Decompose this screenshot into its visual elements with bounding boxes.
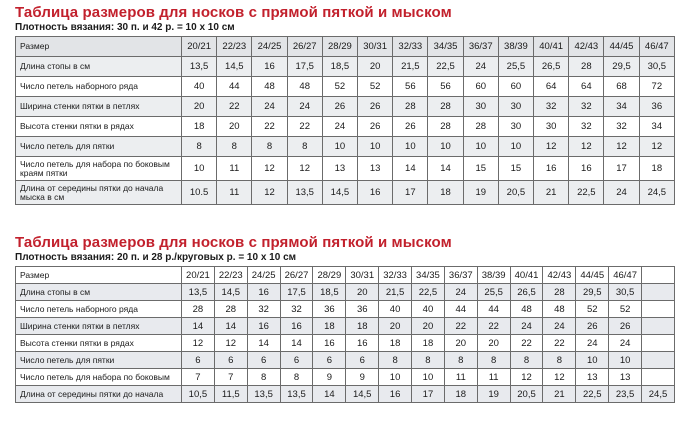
table-cell: 52	[576, 301, 609, 318]
table-cell: 17	[412, 386, 445, 403]
table-cell: 34	[604, 97, 639, 117]
table-cell: 7	[182, 369, 215, 386]
table-cell: 8	[510, 352, 543, 369]
table-cell: 13,5	[287, 181, 322, 205]
table-cell: 17,5	[287, 57, 322, 77]
table-cell: 11	[217, 157, 252, 181]
table-cell: 20	[444, 335, 477, 352]
table-cell: 10	[463, 137, 498, 157]
table-cell: 20	[358, 57, 393, 77]
table-cell: 20	[379, 318, 412, 335]
row-label: Длина стопы в см	[16, 57, 182, 77]
table-cell: 11,5	[214, 386, 247, 403]
table-cell: 11	[444, 369, 477, 386]
table-cell: 24,5	[639, 181, 674, 205]
table-cell: 24	[444, 284, 477, 301]
table-cell: 48	[510, 301, 543, 318]
table-cell: 24	[287, 97, 322, 117]
table-cell: 13	[358, 157, 393, 181]
table-cell: 17	[604, 157, 639, 181]
table-cell: 40	[182, 77, 217, 97]
table-cell: 28	[543, 284, 576, 301]
table-cell: 48	[287, 77, 322, 97]
table-cell: 64	[569, 77, 604, 97]
table-cell: 8	[412, 352, 445, 369]
size-header: 30/31	[358, 37, 393, 57]
table-row	[16, 369, 675, 386]
header-row	[16, 37, 675, 57]
table-cell: 48	[252, 77, 287, 97]
size-header: 28/29	[322, 37, 357, 57]
table-cell: 20	[412, 318, 445, 335]
table-cell: 16	[313, 335, 346, 352]
table-cell: 26	[393, 117, 428, 137]
table-cell: 23,5	[609, 386, 642, 403]
size-header: 34/35	[412, 267, 445, 284]
table-cell: 26	[358, 117, 393, 137]
size-header: 44/45	[576, 267, 609, 284]
table-cell	[642, 318, 675, 335]
table-cell: 12	[287, 157, 322, 181]
size-header: 26/27	[287, 37, 322, 57]
table-row	[16, 335, 675, 352]
row-label: Число петель наборного ряда	[16, 301, 182, 318]
table-cell: 18	[639, 157, 674, 181]
table-cell	[642, 284, 675, 301]
size-header: 42/43	[543, 267, 576, 284]
table-cell: 52	[358, 77, 393, 97]
table-cell: 15	[463, 157, 498, 181]
size-table	[15, 36, 675, 205]
table-cell: 12	[534, 137, 569, 157]
table-cell: 26,5	[510, 284, 543, 301]
table-cell: 22	[252, 117, 287, 137]
table-cell: 36	[639, 97, 674, 117]
table-row	[16, 57, 675, 77]
table-cell: 26	[609, 318, 642, 335]
table-cell: 14,5	[217, 57, 252, 77]
table-cell: 18	[428, 181, 463, 205]
size-header: 42/43	[569, 37, 604, 57]
size-header: 22/23	[217, 37, 252, 57]
table-cell: 20	[477, 335, 510, 352]
table-cell: 10	[498, 137, 533, 157]
size-header: 20/21	[182, 37, 217, 57]
size-header: 36/37	[444, 267, 477, 284]
table-cell: 12	[214, 335, 247, 352]
table-cell: 24	[252, 97, 287, 117]
table-cell: 8	[182, 137, 217, 157]
table-cell: 56	[393, 77, 428, 97]
table-cell: 8	[287, 137, 322, 157]
table-cell: 16	[379, 386, 412, 403]
table-cell: 48	[543, 301, 576, 318]
table-cell: 12	[639, 137, 674, 157]
table-cell: 13	[576, 369, 609, 386]
table-cell: 16	[280, 318, 313, 335]
table-cell: 14	[280, 335, 313, 352]
table-cell: 20,5	[498, 181, 533, 205]
table-cell: 6	[280, 352, 313, 369]
table-cell: 28	[214, 301, 247, 318]
table-row	[16, 77, 675, 97]
table-cell: 29,5	[604, 57, 639, 77]
table-row	[16, 157, 675, 181]
row-label: Ширина стенки пятки в петлях	[16, 97, 182, 117]
table-cell: 9	[346, 369, 379, 386]
table-cell: 32	[569, 97, 604, 117]
table-cell: 8	[252, 137, 287, 157]
table-cell: 30	[498, 97, 533, 117]
table-row	[16, 137, 675, 157]
table-cell: 14	[428, 157, 463, 181]
table-cell: 28	[182, 301, 215, 318]
table-cell: 10	[393, 137, 428, 157]
table-cell: 19	[463, 181, 498, 205]
row-label: Число петель для набора по боковым	[16, 369, 182, 386]
table-cell: 52	[609, 301, 642, 318]
table-cell: 20	[182, 97, 217, 117]
header-label: Размер	[16, 267, 182, 284]
table-cell: 32	[534, 97, 569, 117]
table-cell: 14,5	[214, 284, 247, 301]
table-cell: 18,5	[322, 57, 357, 77]
table-cell: 12	[252, 181, 287, 205]
table-cell: 12	[252, 157, 287, 181]
table-row	[16, 352, 675, 369]
table-cell: 22	[287, 117, 322, 137]
table-cell: 13,5	[182, 284, 215, 301]
table-cell: 16	[346, 335, 379, 352]
size-header: 32/33	[379, 267, 412, 284]
size-header: 44/45	[604, 37, 639, 57]
size-header: 22/23	[214, 267, 247, 284]
table-cell: 10	[609, 352, 642, 369]
size-header: 38/39	[498, 37, 533, 57]
table-cell: 14,5	[322, 181, 357, 205]
size-header: 32/33	[393, 37, 428, 57]
table-cell: 12	[569, 137, 604, 157]
table-cell: 10.5	[182, 181, 217, 205]
table-cell: 72	[639, 77, 674, 97]
table-cell: 20,5	[510, 386, 543, 403]
table-cell: 34	[639, 117, 674, 137]
size-header: 24/25	[252, 37, 287, 57]
gauge-text: Плотность вязания: 20 п. и 28 р./круговых р. = 10 х 10 см	[15, 252, 297, 263]
table-cell: 44	[477, 301, 510, 318]
table-cell: 18	[444, 386, 477, 403]
table-cell	[642, 267, 675, 284]
table-cell: 14	[247, 335, 280, 352]
row-label: Число петель для пятки	[16, 137, 182, 157]
table-title: Таблица размеров для носков с прямой пяткой и мыском	[15, 4, 452, 21]
table-cell: 32	[280, 301, 313, 318]
table-cell: 44	[217, 77, 252, 97]
gauge-text: Плотность вязания: 30 п. и 42 р. = 10 х 10 см	[15, 22, 235, 33]
table-cell: 24	[576, 335, 609, 352]
table-cell: 17,5	[280, 284, 313, 301]
size-header: 46/47	[639, 37, 674, 57]
size-header: 26/27	[280, 267, 313, 284]
table-cell: 32	[247, 301, 280, 318]
table-cell: 10	[576, 352, 609, 369]
table-cell: 52	[322, 77, 357, 97]
table-cell: 17	[393, 181, 428, 205]
size-header: 40/41	[510, 267, 543, 284]
table-cell: 8	[477, 352, 510, 369]
table-cell: 8	[379, 352, 412, 369]
table-cell: 22,5	[412, 284, 445, 301]
row-label: Число петель для пятки	[16, 352, 182, 369]
table-cell: 13,5	[182, 57, 217, 77]
table-cell: 21	[543, 386, 576, 403]
table-cell: 21	[534, 181, 569, 205]
table-cell: 30	[534, 117, 569, 137]
size-header: 30/31	[346, 267, 379, 284]
size-table-block-2	[15, 234, 675, 403]
table-cell: 18	[379, 335, 412, 352]
table-cell: 30	[498, 117, 533, 137]
table-row	[16, 301, 675, 318]
table-cell: 8	[247, 369, 280, 386]
table-cell: 22,5	[569, 181, 604, 205]
row-label: Число петель для набора по боковым краям пятки	[16, 157, 182, 181]
table-cell: 22	[477, 318, 510, 335]
header-label: Размер	[16, 37, 182, 57]
table-cell: 20	[217, 117, 252, 137]
table-cell: 15	[498, 157, 533, 181]
table-cell: 30,5	[639, 57, 674, 77]
row-label: Длина стопы в см	[16, 284, 182, 301]
size-header: 34/35	[428, 37, 463, 57]
table-cell: 14	[182, 318, 215, 335]
table-row	[16, 386, 675, 403]
table-cell: 26	[322, 97, 357, 117]
table-cell: 19	[477, 386, 510, 403]
table-cell: 24,5	[642, 386, 675, 403]
size-header: 38/39	[477, 267, 510, 284]
table-cell: 10	[322, 137, 357, 157]
table-cell: 18	[346, 318, 379, 335]
table-cell: 32	[604, 117, 639, 137]
table-cell: 40	[412, 301, 445, 318]
table-cell: 28	[393, 97, 428, 117]
size-table-block-1	[15, 4, 675, 205]
size-header: 36/37	[463, 37, 498, 57]
table-cell: 26,5	[534, 57, 569, 77]
table-row	[16, 318, 675, 335]
table-cell: 22	[543, 335, 576, 352]
table-cell: 68	[604, 77, 639, 97]
table-cell: 10	[412, 369, 445, 386]
table-cell: 14	[214, 318, 247, 335]
table-cell: 16	[358, 181, 393, 205]
table-cell: 12	[510, 369, 543, 386]
table-row	[16, 284, 675, 301]
table-cell: 22	[444, 318, 477, 335]
row-label: Длина от середины пятки до начала	[16, 386, 182, 403]
table-cell: 8	[543, 352, 576, 369]
table-cell: 13	[609, 369, 642, 386]
table-cell: 29,5	[576, 284, 609, 301]
table-cell: 21,5	[393, 57, 428, 77]
size-header: 46/47	[609, 267, 642, 284]
table-cell: 12	[604, 137, 639, 157]
table-cell: 24	[604, 181, 639, 205]
table-cell: 9	[313, 369, 346, 386]
table-cell: 10,5	[182, 386, 215, 403]
table-cell: 40	[379, 301, 412, 318]
table-cell: 28	[428, 97, 463, 117]
row-label: Ширина стенки пятки в петлях	[16, 318, 182, 335]
table-cell: 14	[313, 386, 346, 403]
table-cell: 22,5	[428, 57, 463, 77]
row-label: Длина от середины пятки до начала мыска в см	[16, 181, 182, 205]
table-cell: 14,5	[346, 386, 379, 403]
table-cell: 28	[428, 117, 463, 137]
table-cell: 44	[444, 301, 477, 318]
table-cell: 13	[322, 157, 357, 181]
table-cell: 14	[393, 157, 428, 181]
table-cell: 22,5	[576, 386, 609, 403]
table-cell: 64	[534, 77, 569, 97]
table-cell: 12	[543, 369, 576, 386]
table-cell: 36	[346, 301, 379, 318]
table-cell: 10	[379, 369, 412, 386]
table-cell	[642, 352, 675, 369]
size-header: 40/41	[534, 37, 569, 57]
row-label: Высота стенки пятки в рядах	[16, 335, 182, 352]
table-cell: 6	[182, 352, 215, 369]
table-cell: 24	[463, 57, 498, 77]
table-cell: 8	[217, 137, 252, 157]
table-cell: 30,5	[609, 284, 642, 301]
table-cell: 13,5	[247, 386, 280, 403]
table-cell	[642, 301, 675, 318]
table-cell: 18	[412, 335, 445, 352]
table-cell: 30	[463, 97, 498, 117]
table-cell: 25,5	[477, 284, 510, 301]
table-cell: 26	[576, 318, 609, 335]
table-cell: 60	[498, 77, 533, 97]
table-cell: 28	[569, 57, 604, 77]
table-cell: 8	[280, 369, 313, 386]
table-cell: 7	[214, 369, 247, 386]
table-cell: 18	[182, 117, 217, 137]
table-cell: 13,5	[280, 386, 313, 403]
table-cell: 16	[247, 284, 280, 301]
table-cell: 12	[182, 335, 215, 352]
table-cell: 32	[569, 117, 604, 137]
table-cell: 26	[358, 97, 393, 117]
table-cell: 16	[252, 57, 287, 77]
table-cell: 21,5	[379, 284, 412, 301]
table-row	[16, 117, 675, 137]
table-cell: 24	[609, 335, 642, 352]
table-cell: 8	[444, 352, 477, 369]
table-cell: 22	[510, 335, 543, 352]
row-label: Число петель наборного ряда	[16, 77, 182, 97]
table-cell: 24	[322, 117, 357, 137]
table-cell: 20	[346, 284, 379, 301]
table-cell: 10	[358, 137, 393, 157]
table-cell	[642, 335, 675, 352]
table-cell	[642, 369, 675, 386]
table-cell: 6	[346, 352, 379, 369]
table-cell: 16	[569, 157, 604, 181]
table-cell: 18	[313, 318, 346, 335]
table-cell: 22	[217, 97, 252, 117]
table-cell: 11	[217, 181, 252, 205]
table-cell: 56	[428, 77, 463, 97]
table-cell: 24	[510, 318, 543, 335]
table-cell: 10	[182, 157, 217, 181]
table-cell: 36	[313, 301, 346, 318]
size-header: 28/29	[313, 267, 346, 284]
row-label: Высота стенки пятки в рядах	[16, 117, 182, 137]
size-table	[15, 266, 675, 403]
table-cell: 24	[543, 318, 576, 335]
table-cell: 16	[247, 318, 280, 335]
size-header: 24/25	[247, 267, 280, 284]
table-cell: 6	[247, 352, 280, 369]
table-cell: 16	[534, 157, 569, 181]
table-row	[16, 181, 675, 205]
table-row	[16, 97, 675, 117]
size-header: 20/21	[182, 267, 215, 284]
table-cell: 28	[463, 117, 498, 137]
table-cell: 6	[214, 352, 247, 369]
table-cell: 18,5	[313, 284, 346, 301]
table-cell: 60	[463, 77, 498, 97]
table-title: Таблица размеров для носков с прямой пяткой и мыском	[15, 234, 452, 251]
table-cell: 10	[428, 137, 463, 157]
table-cell: 11	[477, 369, 510, 386]
table-cell: 25,5	[498, 57, 533, 77]
header-row	[16, 267, 675, 284]
table-cell: 6	[313, 352, 346, 369]
